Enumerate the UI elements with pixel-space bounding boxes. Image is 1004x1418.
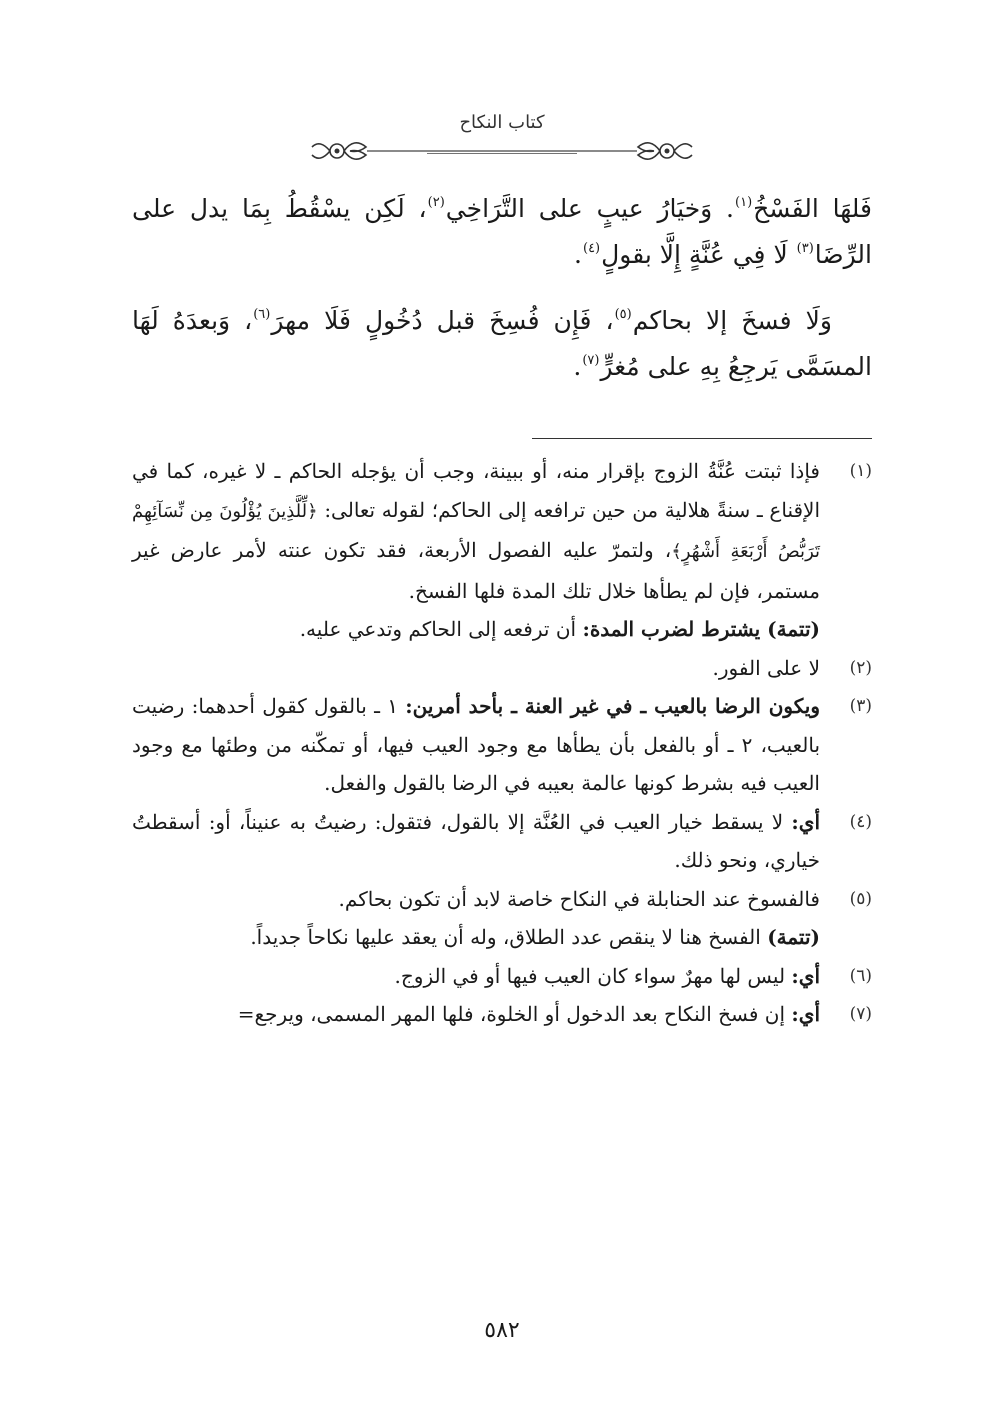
footnote-number: (٢)	[849, 657, 872, 678]
footnote-text	[132, 995, 820, 1034]
text-segment: لا يسقط خيار العيب في العُنَّة إلا بالقول، فتقول: رضيتُ به عنيناً، أو: أسقطتُ خياري، ونحو ذلك.	[132, 809, 820, 872]
text-segment: فَلهَا الفَسْخُ	[753, 194, 872, 223]
footnote-text	[132, 452, 820, 610]
main-text	[132, 186, 872, 390]
footnote-separator	[532, 438, 872, 439]
footnote-5	[132, 880, 872, 957]
footnote-ref-4[interactable]: (٤)	[582, 241, 601, 256]
tatimma-text: أن ترفعه إلى الحاكم وتدعي عليه.	[299, 617, 583, 641]
footnote-text: فالفسوخ عند الحنابلة في النكاح خاصة لابد أن تكون بحاكم.	[338, 886, 820, 911]
text-segment: لَا فِي عُنَّةٍ إِلَّا بقولٍ	[601, 240, 796, 269]
footnote-tatimma	[132, 610, 820, 649]
bold-lead: أي:	[791, 1002, 820, 1026]
footnote-text: لا على الفور.	[712, 655, 820, 680]
footnote-text	[132, 803, 820, 880]
bold-lead: أي:	[791, 963, 820, 988]
page-number: ٥٨٢	[484, 1318, 520, 1343]
text-segment: ، فَإِن فُسِخَ قبل دُخُولٍ فَلَا مهرَ	[271, 306, 614, 335]
text-segment: .	[573, 352, 582, 381]
footnote-number: (٣)	[849, 696, 872, 716]
text-segment: ، ولتمرّ عليه الفصول الأربعة، فقد تكون عنته لأمر عارض غير مستمر، فإن لم يطأها خلال تلك المدة فلها الفسخ.	[132, 538, 820, 603]
main-paragraph-2	[132, 298, 872, 390]
footnote-tatimma	[132, 918, 820, 957]
footnotes	[132, 452, 872, 1034]
footnote-ref-5[interactable]: (٥)	[614, 307, 632, 322]
text-segment: ليس لها مهرٌ سواء كان العيب فيها أو في الزوج.	[394, 963, 792, 988]
footnote-2	[132, 649, 872, 688]
footnote-ref-6[interactable]: (٦)	[253, 307, 271, 322]
tatimma-label: (تتمة)	[767, 925, 820, 949]
quran-verse: ﴿لِّلَّذِينَ يُؤْلُونَ مِن نِّسَآئِهِمْ تَرَبُّصُ أَرْبَعَةِ أَشْهُرٍ﴾	[132, 500, 821, 562]
text-segment: ، وَبعدَهُ لَهَا المسَمَّى يَرجِعُ بِهِ على مُغرٍّ	[132, 306, 872, 381]
main-paragraph-1	[132, 186, 872, 278]
text-segment: وَلَا فسخَ إلا بحاكم	[632, 306, 832, 335]
bold-lead: أي:	[791, 809, 820, 834]
footnote-ref-7[interactable]: (٧)	[582, 353, 600, 368]
text-segment: .	[574, 240, 582, 269]
footnote-number: (١)	[849, 461, 872, 481]
text-segment: ، لَكِن يسْقُطُ بِمَا يدل على الرِّضَا	[132, 194, 872, 269]
text-segment: ١ ـ بالقول كقول أحدهما: رضيت بالعيب، ٢ ـ أو بالفعل بأن يطأها مع وجود العيب فيها، أو تمكّنه من وطئها مع وجود العيب فيه بشرط كونها عالمة بعيبه في الرضا بالقول والفعل.	[132, 694, 821, 795]
floral-divider-icon	[0, 133, 1004, 169]
footnote-text	[132, 687, 820, 803]
bold-lead: ويكون الرضا بالعيب ـ في غير العنة ـ بأحد أمرين:	[405, 694, 821, 718]
footnote-7	[132, 995, 872, 1034]
footnote-ref-1[interactable]: (١)	[735, 195, 753, 210]
footnote-ref-2[interactable]: (٢)	[427, 195, 445, 210]
text-segment: . وَخيَارُ عيبٍ على التَّرَاخِي	[445, 194, 734, 223]
footnote-1	[132, 452, 872, 649]
footnote-number: (٦)	[849, 965, 872, 986]
footnote-number: (٧)	[849, 1004, 872, 1024]
footnote-number: (٥)	[849, 888, 872, 909]
text-segment: إن فسخ النكاح بعد الدخول أو الخلوة، فلها المهر المسمى، ويرجع=	[237, 1002, 792, 1026]
tatimma-label: (تتمة) يشترط لضرب المدة:	[582, 617, 820, 641]
tatimma-text: الفسخ هنا لا ينقص عدد الطلاق، وله أن يعقد عليها نكاحاً جديداً.	[250, 925, 768, 949]
running-header-title: كتاب النكاح	[459, 112, 545, 133]
footnote-4	[132, 803, 872, 880]
footnote-number: (٤)	[849, 811, 872, 832]
footnote-text	[132, 957, 820, 996]
footnote-ref-3[interactable]: (٣)	[796, 241, 814, 256]
footnote-6	[132, 957, 872, 996]
footnote-3	[132, 687, 872, 803]
text-segment: فإذا ثبتت عُنَّةُ الزوج بإقرار منه، أو ببينة، وجب أن يؤجله الحاكم ـ لا غيره، كما في الإقناع ـ سنةً هلالية من حين ترافعه إلى الحاكم؛ لقوله تعالى:	[132, 459, 820, 522]
